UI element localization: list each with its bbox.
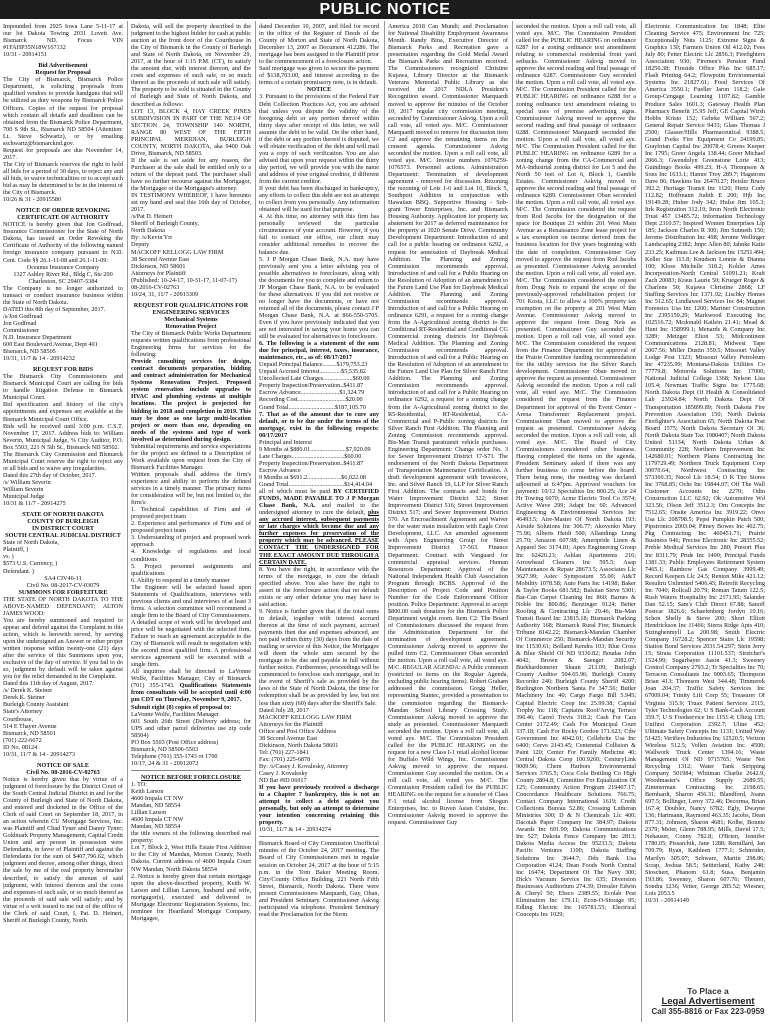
legal-ad-contact [648, 987, 768, 1016]
notice-column-2: Dakota, will sell the property described in the judgment to the highest bidder for cash at public auction at the front door of the Courthouse in the City of Bismarck in the County of Burleigh and State of North Dakota, on November 29, 2017, at the hour of 1:15 P.M. (CT), to satisfy the amount due, with interest thereon, and the costs and expenses of such sale, or so much thereof as the proceeds of such sale will satisfy. The property to be sold is situated in the County of Burleigh and State of North Dakota, and described as follows: LOT 13, BLOCK 4, HAY CREEK PINES SUBDIVISION IN PART OF THE NE1/4 OF SECTION 24, TOWNSHIP 140 NORTH, RANGE 80 WEST OF THE FIFTH PRINCIPAL MERIDIAN, BURLEIGH COUNTY, NORTH DAKOTA, aka 9400 Oak Drive, Bismarck, ND 58503. If the sale is set aside for any reason, the Purchaser at the sale shall be entitled only to a return of the deposit paid. The purchaser shall have no further recourse against the Mortgagor, the Mortgagee or the Mortgagee's attorney. IN TESTIMONY WHEREOF, I have hereunto set my hand and seal this 16th day of October, 2017. /s/Pat D. Heinert Sheriff of Burleigh County, North Dakota By: /s/Kevin Yrr Deputy MACKOFF KELLOGG LAW FIRM 38 Second Avenue East Dickinson, ND 58601 Attorneys for Plaintiff (Published: 10-24-17, 10-31-17, 11-07-17) 08-2016-CV-02763 10/24, 31, 11/7 - 20913309 REQUEST FOR QUALIFICATIONS FOR ENGINEERING SERVICES Mechanical Systems Renovation Project The City of Bismarck Public Works Department requests written qualifications from professional Engineering firms for services for the following: Provide consulting services for design, contract documents preparation, bidding and contract administration for Mechanical Systems Renovation Project. Proposed system renovation include upgrades to HVAC and plumbing systems at multiple locations. The project is projected for bidding in 2018 and completion in 2019. This may be done as one large multi-location project or more than one, depending on needs of the systems and type of work involved as determined during design. Submittal requirements and service expectations for the project are defined in a Description of Work available upon request from the City of Bismarck Facilities Manager. Written proposals shall address the firm's experience and ability to perform the defined services in a timely manner. The primary items for consideration will be, but not limited to, the firm's: 1. Technical capabilities of Firm and of proposed project team 2. Experience and performance of Firm and of proposed project team 3. Understanding of project and proposed work approach 4. Knowledge of regulations and local conditions 5. Project personnel assignments and qualifications 6. Ability to respond in a timely manner The Engineer will be selected based upon Statements of Qualifications, interviews with previous clients and oral interviews of at least 3 firms. A selection committee will recommend a single firm to the Board of City Commissioners. A detailed scope of work will be developed and price will be negotiated with the selected firm. Failure to reach an agreement acceptable to the City of Bismarck will result in negotiation with the second most qualified firm. A professional services agreement will be executed with a single firm. All inquiries shall be directed to LaVonne Wolfe, Facilities Manager, City of Bismarck (701) 355-1743. Qualifications Statements from consultants will be accepted until 4:00 pm CDT on Thursday, November 9, 2017. Submit eight (8) copies of proposal to: LaVonne Wolfe, Facilities Manager 601 South 26th Street (Delivery address; for UPS and other parcel deliveries use zip code 58504) PO Box 5503 (Post Office address) Bismarck, ND 58506-5503 Telephone (701) 355-1743 or 1700 10/17, 24 & 31 - 20912072 NOTICE BEFORE FORECLOSURE 1. TO: Keith Larson 4600 Impala CT NW Mandan, ND 58554 Lillian Larson 4600 Impala CT NW Mandan, ND 58554 the title owners of the following described real property: Lot 7, Block 2, West Hills Estate First Addition to the City of Mandan, Morton County, North Dakota. Current address of 4600 Impala Court NW Mandan, North Dakota 58554 2. Notice is hereby given that certain mortgage upon the above-described property, Keith W. Larson and Lillian Larson, husband and wife, mortgagor(s), executed and delivered to Mortgage Electronic Registration Systems, Inc. nominee for Heartland Mortgage Company, Mortgagee, [131, 23, 251, 922]
notices-page [0, 19, 770, 1024]
page-header [0, 0, 770, 19]
cta-line-2: Legal Advertisement [661, 996, 755, 1007]
notice-column-5: seconded the motion. Upon a roll call vote, all voted aye. M/C. The Commission President called for the PUBLIC HEARING on ordinance 6287 for a zoning ordinance text amendment relating to commercial residential front yard setbacks. Commissioner Askvig moved to approve the second reading and final passage of ordinance 6287. Commissioner Guy seconded the motion. Upon a roll call vote, all voted aye. M/C. The Commission President called for the PUBLIC HEARING on ordinance 6288 for a zoning ordinance text amendment relating to special uses of premise advertising signs. Commissioner Askvig moved to approve the second reading and final passage of ordinance 6288. Commissioner Marquardt seconded the motion. Upon a roll call vote, all voted aye. M/C. The Commission President called for the PUBLIC HEARING on ordinance 6289 for a zoning change from the CA-Commercial and MA-Industrial zoning district for Lot 5 and the North 50 feet of Lot 6, Block 1, Gamble Estates. Commissioner Askvig moved to approve the second reading and final passage of ordinance 6289. Commissioner Oban seconded the motion. Upon a roll call vote, all voted aye. M/C. The Commission considered the request from Rod Jacobs for the designation of the space for Boutique 23 within 201 West Main Avenue as a Renaissance Zone lease project for a tax exemption on income derived from the business location for five years beginning with the date of completion. Commissioner Guy moved to approve the request from Rod Jacobs as presented. Commissioner Askvig seconded the motion. Upon a roll call vote, all voted aye. M/C. The Commission considered the request from Doug Neis to expand the scope of the previously-approved rehabilitation project for 701 Kosta, LLC to allow a 100% property tax exemption on the property at 201 West Main Avenue. Commissioner Askvig moved to approve the request from Doug Neis as presented. Commissioner Guy seconded the motion. Upon a roll call vote, all voted aye. M/C. The Commission considered the request from the Finance Department for approval of the Prairie Committee funding recommendation for the utility services for the Silver Ranch development. Commissioner Oban moved to approve the request as presented. Commissioner Askvig seconded the motion. Upon a roll call vote, all voted aye. M/C. The Commission considered the request from the Finance Department for approval of the Event Center - Arena Transformer Replacement project. Commissioner Oban moved to approve the request as presented. Commissioner Askvig seconded the motion. Upon a roll call vote, all voted aye. M/C. The Board of City Commissioners considered other business. Having completed the items on the agenda, President Seminary asked if there was any further business to come before the board. There being none, the meeting was declared adjourned at 6:47pm. Approved vouchers for payment: 10/12 Specialties Inc 800.25; Ace 24 Hr Towing 6070; Acme Electric Tool Co 3574; Active Wave 299; Adapt Inc 60; Advanced Engineering & Environmental Services Inc 46493.5; Aire-Master Of North Dakota 193; Airside Solutions Inc 306.77; Akovenko Mary 75.96; Alberts Heidi 500; Allandings Lmng 25.70; Amazon 607.98; Ameripride Linen & Apparel Sec 3174.81; Apex Engineering Group Inc 62420.23; Ashlan Apartments 216; Arrowhead Cleaners Inc 595.5; Asap Maintenance & Repair 28673.5; Associates Llc 3627.99; Astec Symposium 55.00; At&T Mobility 1078.58; Auto Parts Inc 14198; Baker & Taylor Books 681.582; Balsitan Steve 5301; Bar-Can Carpet Cleaning Inc 860; Barnes & Noble Inc 800.86; Benzinger 9124; Better Roofing & Contracting Llc 29.46; Bis-Man Transit Board Inc 23815.18; Bismarck Parking Authority 168; Bismarck Rural Fire; Bismarck Tribune 8142.22; Bismarck-Mandan Chamber Of Commerce 250; Bismarck-Mandan Security Inc 11530.61; Bolland Kendra 103; Blue Cross & Blue Shield Of ND 9330.82; Boudas John 4042; Brown & Saenger 2082.07; Burkhardtsmeier Shaun 213.09; Burleigh County Auditor 504.65.96; Burleigh County Recorder 240; Burleigh County Sheriff 4200; Burlington Northern Santa Fe 347.56; Butler Machinery Inc 40; Cargo Fargo Bill 5.945; Capital Electric Coop Inc 25.99.38; Capital Trophy Inc 118; Captains Roof/Arvig Terrace 396.46; Carrel Trevis 318.2; Cash For Cars Center 2172.49; Cash For Municipal Court 337.18; Cash For Rocky Gordon 171.623; Cdw Government Inc 4042.01; Cellebrite Usa Inc 6400; Cerve 2143.45; Centennial Collision & Paint 120; Center For Family Medicine 40; Central Dakota Coop 100.9260; CenturyLink 9009.96; Chem Harbors Environmental Services 3765.5; Coca Cola Bottling Co High County 2804.8; Committee For Equalization Of 125; Community Action Program 219407.17; Concordance Healthcare Solutions 766.75; Contact Company International 1619; Credit Collections Bureau 52.86; Crossing Lutheran Ministries 300; D & N Chemicals Llc 400; Dacotah Paper Company Inc 384.97; Dakota Awards Inc 691.99; Dakota Communications Inc 527; Dakota Fence Company Inc 2813; Dakota Media Access Inc 95233.5; Dakota Pacific Ventures 1100; Dakota Staffing Solutions Inc 3644.7; Ddx Bank Usa Corporation 4124; Dean Foods North Central Inc 16474; Department Of The Navy 300; Dick's Vacuum Service Inc 635; Diversion Businesses Auditorium 274.39; Dressler Edwin & Cheryl 50; Ebsco 2389.55; Ecolab Pest Elimination Inc 179.11; Econ-O-Storage 95; Edling Electric Inc 165781.55; Electrical Concepts Inc 1029; [516, 23, 636, 918]
column-divider [384, 21, 385, 1022]
cta-line-1: To Place a [687, 986, 729, 996]
column-divider [127, 21, 128, 1022]
column-divider [512, 21, 513, 1022]
notice-column-1: Impounded from 2925 Iowa Lane 5-11-17 at our lot Dakota Towing 2031 Lovett Ave. Bismarck ND. Focus VIN #1FAHP35N18W167132 10/31 - 20914151 Bid Advertisement Request for Proposal The City of Bismarck, Bismarck Police Department, is soliciting proposals from qualified vendors to provide handguns that will be utilized as duty weapons by Bismarck Police Officers. Copies of the request for proposal which contain all details and deadlines can be obtained from the Bismarck Police Department, 700 S 9th St., Bismarck ND 58504 (Attention: Lt. Steve Schwartz), or by emailing sschwartz@bismarcknd.gov. Request for proposals are due November 14, 2017. The City of Bismarck reserves the right to hold all bids for a period of 30 days, to reject any and all bids, to waive technicalities or to accept such bid as may be determined to be in the interest of the City of Bismarck. 10/26 & 31 - 20915580 NOTICE OF ORDER REVOKING CERTIFICATE OF AUTHORITY NOTICE is hereby given that Jon Godfread, Insurance Commissioner for the State of North Dakota, has issued an Order Revoking the Certificate of Authority of the following named foreign insurance company pursuant to N.D. Cent. Code §§ 26.1-11-08 and 26.1-11-09: Oceanus Insurance Company 1327 Ashley River Rd., Bldg C, Ste 200 Charleston, SC 29407-5384 The Company is no longer authorized to transact or conduct insurance business within the State of North Dakota. DATED this 8th day of September, 2017. /s/Jon Godfread Jon Godfread Commissioner N.D. Insurance Department 600 East Boulevard Avenue, Dept 401 Bismarck, ND 58505 10/31, 11/7 & 14 - 20914232 REQUEST FOR BIDS The Bismarck City Commissioners and Bismarck Municipal Court are calling for bids to handle litigation Defense in Bismarck Municipal Court. Bid specification and history of the city's appointments and expenses are available at the Bismarck Municipal Court Office. Bids will be received until 3:00 p.m. C.S.T. November 17, 2017. Address bids to: William Severin, Municipal Judge, % City Auditor, P.O. Box 5503, 221 N 5th St., Bismarck ND 58502. The Bismarck City Commission and Bismarck Municipal Court reserve the right to reject any or all bids and to waive any irregularities. Dated this 27th day of October, 2017. /s/ William Severin William Severin Municipal Judge 10/31 & 11/7 - 20914275 STATE OF NORTH DAKOTA COUNTY OF BURLEIGH IN DISTRICT COURT SOUTH CENTRAL JUDICIAL DISTRICT State of North Dakota, Plaintiff, ) vs. ) $573 U.S. Currency, ) Defendant. ) SA4 CIV46-11 Civil No. 08-2017-CV-03079 SUMMONS FOR FORFEITURE THE STATE OF NORTH DAKOTA TO THE ABOVE-NAMED DEFENDANT; ALTON JAMES WOOD: You are hereby summoned and required to appear and defend against the Complaint in this action, which is herewith served, by serving upon the undersigned an Answer or other proper written response within twenty-one (21) days after the service of this Summons upon you, exclusive of the day of service. If you fail to do so, judgment by default will be taken against you for the relief demanded in the Complaint. Dated this 11th day of August, 2017. /s/ Derek K. Steiner Derek K. Steiner Burleigh County Assistant State's Attorney Courthouse, 514 E Thayer Avenue Bismarck, ND 58501 (701) 222-6672 ID No. 08124 10/31, 11/7 & 14 - 20914273 NOTICE OF SALE Civil No. 08-2016-CV-02763 Notice is hereby given that by virtue of a judgment of foreclosure by the District Court of the South Central Judicial District in and for the County of Burleigh and State of North Dakota, and entered and docketed in the Office of the Clerk of said Court on September 18, 2017, in an action wherein CU Mortgage Services, Inc. was Plaintiff and Chad Tyner and Danny Tyner; Goldmark Property Management; Capital Credit Union and any person in possession were Defendants, in favor of Plaintiff and against the Defendants for the sum of $407,796.62, which judgment and decree, among other things, direct the sale by me of the real property hereinafter described, to satisfy the amount of said judgment, with interest thereon and the costs and expenses of such sale, or so much thereof as the proceeds of said sale will satisfy; and by virtue of a writ issued to me out of the office of the Clerk of said Court, I, Pat. D. Heinert, Sheriff of Burleigh County, North [3, 23, 123, 924]
column-divider [255, 21, 256, 1022]
column-divider [641, 21, 642, 1022]
notice-column-3: dated December 10, 2007, and filed for record in the office of the Register of Deeds of the County of Morton and State of North Dakota, December 13, 2007 as Document 412286. The mortgage has been assigned to the Plaintiff prior to the commencement of a foreclosure action. Said mortgage was given to secure the payment of $138,703.00, and interest according to the terms of a certain promissory note, is in default. NOTICE 3. Pursuant to the provisions of the Federal Fair Debt Collection Practices Act, you are advised that unless you dispute the validity of the foregoing debt or any portion thereof within thirty days after receipt of this letter, we will assume the debt to be valid. On the other hand, if the debt or any portion thereof is disputed, we will obtain verification of the debt and will mail you a copy of such verification. You are also advised that upon your request within the thirty day period, we will provide you with the name and address of your original creditor, if different from the current creditor. If your debt has been discharged in bankruptcy, any efforts to collect this debt are not an attempt to collect from you personally. Any information obtained will be used for that purpose. 4. At this time, no attorney with this firm has personally reviewed the particular circumstances of your account. However, if you fail to contact our office, our client may consider additional remedies to recover the balance due. 5. J P Morgan Chase Bank, N.A. may have previously sent you a letter advising you of possible alternatives to foreclosure, along with the documents for you to complete and return to JP Morgan Chase Bank, N.A. to be evaluated for these alternatives. If you did not receive or no longer have the documents, or have not returned all of the documents, please contact J P Morgan Chase Bank, N.A. at 866-550-5705. Even if you have previously indicated that you are not interested in saving your home you can still be evaluated for alternatives to foreclosure. 6. The following is a statement of the sum due for principal, interest, taxes, insurance, maintenance, etc., as of: 08/17/2017 Unpaid Principal Balance.........$179,753.23 Unpaid Accrued Interest..............$5,535.82 Uncollected Late Charges...................$60.00 Property Inspection/Preservation..$411.87 Escrow Advance.........................$1,324.79 Recording Cost...............................$20.00 Grand Total..............................$187,105.70 7. That as of the amount due to cure any default, or to be due under the terms of the mortgage, exist in the following respects: 08/17/2017 Principal and Interest 9 Months at $880.01.......................$7,920.09 Late Charges..................................$60.00 Property Inspection/Preservation..$411.87 Escrow Advance 9 Months at $691.2......................$6,022.08 Grand Total....................................$14,414.04 all of which must be paid BY CERTIFIED FUNDS, MADE PAYABLE TO J P Morgan Chase Bank, N.A. and mailed to the undersigned attorney to cure the default, plus any accrued interest, subsequent payments or late charges which become due and any further expenses for preservation of the property which may be advanced. PLEASE CONTACT THE UNDERSIGNED FOR THE EXACT AMOUNT DUE THROUGH A CERTAIN DATE. 8. You have the right, in accordance with the terms of the mortgage, to cure the default specified above. You also have the right to assert in the foreclosure action that no default exists or any other defense you may have to said action. 9. Notice is further given that if the total sums in default, together with interest accrued thereon at the time of such payment, accrued payments then due and expenses advanced, are not paid within thirty (30) days from the date of mailing or service of this Notice, the Mortgagee will deem the whole sum secured by the mortgage to be due and payable in full without further notice. Furthermore, proceedings will be commenced to foreclose such mortgage, and in the event of Sheriff's sale as provided by the laws of the State of North Dakota, the time for redemption shall be as provided by law, but not less than sixty (60) days after the Sheriff's Sale. Dated July 28, 2017 MACKOFF KELLOGG LAW FIRM Attorneys for the Plaintiff Office and Post Office Address 38 Second Avenue East Dickinson, North Dakota 58601 Tel: (701) 227-1841 Fax: (701) 225-6878 By: /s/Casey J. Kovalesky, Attorney Casey J. Kovalesky ND Bar #ID 06917 If you have previously received a discharge in a Chapter 7 bankruptcy, this is not an attempt to collect a debt against you personally, but only an attempt to determine your intention concerning retaining this property. 10/31, 11/7 & 14 - 20914274 Bismarck Board of City Commission Unofficial minutes of the October 24, 2017 meeting. The Board of City Commissioners met in regular session on October 24, 2017 at the hour of 5:15 p.m. in the Tom Baker Meeting Room, City/County Office Building, 221 North Fifth Street, Bismarck, North Dakota. There were present Commissioners Marquardt, Guy, Oban, and President Seminary. Commissioner Askvig participated via telephone. President Seminary read the Proclamation for the Norm [259, 23, 379, 918]
notice-column-6: Electronic Communication Inc 1848; Elite Cleaning Service 475; Environment Inc 725; Exceptionally Nuts 1125; Extreme Signs & Graphics 130; Farmers Union Oil 412.02; Fees July 80; Fetter Electric Llc 2856.3; Firefighters Association 930; Firemen's Pension Fund 18256.38; Fireside Office Plus Inc 685.17; Flash Printing 64.2; Flowpoint Environmental Systems Inc 21827.61; Food Services Of America 3550.1; Fueller Jaron 118.2; Gale Group-Cengage Learning 1107.82; Gamble Produce Sales 1601.3; Gateway Health Plan Pharmacy Benefit 15.95 Jeff; GE Capital Wtrsh Hobbs Kristo 152; Gehrke William 567.2; General Repair Service 9433; Glass Thomas J 2500; Glasser/Hills Pharmaceutical 9388.5; Grand Forks Fire Equipment Co 24199.85; Graybrian Capital Inc 20078.4; Greens Keeper Inc 1795; Greer Angela 138.44; Greer Michael 2066.3; Gwendolyn Greenstone Lorie 413; Guindingo Books 499.23; H-A Thompson & Sons Inc 1633.1; Hamre Troy 289.7; Hagstrom Dave 86; Hawkins Inc 26470.27; Heisler Bruce 392.2; Heritage Transit Inc 1120; Hertz Cody 112.82; Hoffmann Judith E 200; Hjb Inc 19149.28; Huber Jody 342; Hulse Jim 105.3; Itrk Registration 312.19; Itron North Electronic Trust 457 13485.72; Information Technology Dept 2310.57; Inspired Women Enterprises Llp 185; Jackson Charles R 300; Jim Sutmeth 150; Jerome Distribution Inc 498; Jerome Wellinger Landscaping 2382; Jmpc Allen 80; Jahnke Katie 233.25; Kadrmas Lee & Jackson Inc 15251.494; Keller Sue 113.8; Knudson Lonnie & Dianna 100; Klose Michelle 318.2; Kohler Ames Incorporation-North Central 51091.21; Kraft Zach 20083; Kraus Laurie 50; Krueger Roger & Charlene 50; Kujawa Christine 2868; LF Staffing Services Inc 1371.92; Lischky Homes Inc 512.65; Lindlawed Services Inc 84; Magnet Forensics Usa Inc 1200; Mariner Construction Inc 2395159.29; Markwood Executing Inc 102516.72; Mcdonald Katlein 21.41; Mead & Hunt Inc 158999.1; Menards & Company Inc 3289; Metzger Elton 53; Midcontinent Communications 2128.81; Midwest Tape 2067.56; Miller Dustin 359.5; Missouri Valley Lodge Post 1323; Missouri Valley Petroleum Inc 47235.99; Montana-Dakota Utilities Co 77779.8; Motorola Solutions Inc 17000; National Judicial College 1368; Nelson Lisa 105.4; Newman Traffic Signs Inc 1775.68; North Dakota Dept Of Health & Consolidated Lab 23924.84; North Dakota Dept Of Transportation 185899.89; North Dakota Fire Prevention Association 150; North Dakota Firefighter's Association 65; North Dakota Post Board 1575; North Dakota Secretary Of 36; North Dakota State Tax 1980407; North Dakota United 51134; North Dakota Urban & Community 228; Northern Improvement Inc 142680.01; Northern Plains Contracting Inc 1179729.49; Northern Truck Equipment Corp 30070.64; Northwest Contracting Inc 573360.35; Nucol Llc 18.54; O K Tire Stores Inc 3768.85; Ochs Inc 19844.07; Off The Wall Customer Accounts Inc 2270; Odin Construction LLC 62.92; Ok Automotive Wd 323.56; Olson Jeff 3512.3; Om Concepts Inc 7512.65; Onsite America Inc 3919.22; Onvo Usa Llc 208798.5; Pepsi Pumpkin Patch 500; Pipstronics 2003.04; Pitney Bowes Inc 402.75; Pkg Contracting Inc 460451.71; Prairie Business 946; Precise Electronic Inc 28355.52; Preble Medical Services Inc 280; Presort Plus Inc 8311.79; Pride Inc 1400; Principal Funds 1381.33; Public Employees Retirement System 7465.1; Rainbow Gas Company 3999.49; Record Keepers Llc 24.5; Renton Mike 421.12; Resultru Unlimited 5406.45; Retrofit Recycling Inc 7040; Rollcall 20.79; Roman Tatum 122.5; Rush Waters Hospitality Inc 2171.95; Salander Dan 52.15; Sam's Club Direct 67.88; Sanoff Postcar 1826.6; Schaefenberg Jordyn 10.16; Schon Shelly & Steve 200; Short Elliott Hendrickson Inc 11466; Sierra Ridge Apts 410; Sizinghenmyll La 200.98; Smith Electric Company 16728.2; Spencer Stairs Llc 19598; Station Bond Services 2031.54.297; Stein Jerry 15; Strata Corporation 11101.537; Stretcher's 1524.99; Sugarbayer Jason 41.3; Sweeney Control Company 2793.2; Tr Specialties Inc 70; Terracon Consultants Inc 9003.65; Thompson Brian 413; Thomson West 344.48; Timmerek Joan 204.37; Traffic Safety Services Inc 67009.04; Trinity Lift Corp 55; Treasurer Of Virginia 315.9; Truax Patient Services 2115; Tyler Technologies 62; U S Bank-Cash Account 359.7; U S Foodservice Inc 1151.4; Ulteig 135; Unifirst Corporation 2392.7; Uline 452; Ultimate Safety Concepts Inc 1131; United Way 51425; Verifiers Industries Inc 12520.5; Verizon Wireless 512.5; Vollen Aviation Inc. 4500; Wallwork Truck Center 1394.16; Waste Management Of ND 9715765; Waste Not Recycling 1312; Water Tank Stripping Company 501984; Whitman Charlie 2642.9; Woodmaster's Office Supply 2689.55; Zimmerman Contracting Inc 2198.65; Bernhardt, Sharon 456.31; Blandford, Joann 697.5; Bollinger, Leroy 372.46; Decorma, Brian 167.4; Doubler, Nancy 6782; Egly, Dwayne 136; Hartmann, Raymond 463.35; Jacobs, Dean 877.31; Johnson, Sharon 4681; Kolbe, Bonnie 2379; Meier, Glenn 788.95; Mills, David 17.5; Nehauser, Conny 782.8; O'Brien, Jennifer 1780.05; Pissarchik, Jane 1288; Remillard, Jan 709.79; Ryan, Kathleen 1777.1; Schneider, Marilyn 305.07; Schwarz, Martin 298.86; Scrap, Joshua 58.5; Seitterland, Kathy 248; Stoschert, Phanom 61.8; Susa, Benjamin 193.86; Sweeney, Sharon 607.76; Theurer, Sondra 1236; Vetter, George 285.52; Wiesner, Lois 2053.5 10/31 - 20914149 [645, 23, 765, 904]
cta-phone-fax: Call 355-8816 or Fax 223-0959 [651, 1007, 765, 1016]
notice-column-4: America 2018 Can Mundi; and Proclamation for National Disability Employment Awareness Month. Randy Bina, Executive Director of Bismarck Parks and Recreation gave a presentation regarding the Gold Medal Award the Bismarck Parks and Recreation received. The Commissioners recognized Christine Kujawa, Library Director at the Bismarck Veterans Memorial Public Library as she received the 2017 NDLA President's Recognition award. Commissioner Marquardt moved to approve the minutes of the October 10, 2017 regular city commission meeting, seconded by Commissioner Askvig. Upon a roll call vote, all voted aye. M/C. Commissioner Marquardt moved to remove for discussion item C2 and approve the remaining items on the consent agenda. Commissioner Askvig seconded the motion. Upon a roll call vote, all voted aye. M/C. Invoice numbers 1076259-1076573. Personnel actions. Administration Department: Termination of development agreement - removed for discussion. Rezoning the rezoning of Lots 1-6 and Lot 10, Block 5, Southport Addition in conjunction with Hawaiian BBQ. Supportive Housing - Sub-grant Tower Enterprises, Inc. and Bismarck Housing Authority. Application for property tax abatement for 2017 as deferred maintenance for the property at 1020 Senate Drive. Community Development Department: Introduction of and call for a public hearing on ordinance 6292, a request for annexation of Daybreak Medical Addition. The Planning and Zoning Commission recommends approval. Introduction of and call for a Public Hearing on the Resolution of Adoption of an amendment to the Future Land Use Plan for Daybreak Medical Addition. The Planning and Zoning Commission recommends approval. Introduction of and call for a Public Hearing on ordinance 6291, a request for a zoning change from the A-Agricultural zoning district to the Conditional RT-Residential and Conditional CG Commercial zoning districts for Daybreak Medical Addition. The Planning and Zoning Commission recommends approval. Introduction of and call for a Public Hearing on the Resolution of Adoption of an amendment to the Future Land Use Plan for Silver Ranch First Addition. The Planning and Zoning Commission recommends approval. Introduction of and call for a Public Hearing on ordinance 6292, a request for a zoning change from the A-Agricultural zoning district to the R5-Residential, RT-Residential, CA-Commercial and P-Public zoning districts for Silver Ranch First Addition. The Planning and Zoning Commission recommends approval. Bis-Man Transit paratransit vehicle purchases. Engineering Department: Change order No. 3 for Sewer Improvement District 17-S71. The endorsement of the North Dakota Department of Transportation Maintenance Certification. A draft development agreement with Investcore, Inc. and Silver Ranch 19, LLP for Silver Ranch First Addition. The contracts and bonds for Water Improvement District 322; Street Improvement District 516; Street Improvement District 517; and Sewer Improvement District 570. An Encroachment Agreement and Waiver for the water main installation with Eagle Crest Development, LLC. An amended agreement with Apex Engineering Group for Street Improvement District 17-563. Finance Department: Contract with Vanguard for commercial appraisal services. Human Resources Department: Approval of the National Independent Health Club Association Program through BCBS. Approval of the Description of Project Code and Position Number for the Code Enforcement Officer position. Police Department: Approval to accept $800.00 cash donation for the Bismarck Police Department weight room. Item C2: The Board of Commissioners discussed the request from the Administration Department for the termination of development agreement. Commissioner Askvig moved to approve the pulled item C2. Commissioner Oban seconded the motion. Upon a roll call vote, all voted aye. M/C. REGULAR AGENDA: A Public comment (restricted to items on the Regular Agenda, excluding public hearing items). Robert Graham addressed the commission. Gregg Heller, representing Stantec, provided a presentation to the commission regarding the Bismarck-Mandan School Library Crossing Study. Commissioner Askvig moved to approve the study as presented. Commissioner Marquardt seconded the motion. Upon a roll call vote, all voted aye. M/C. The Commission President called for the PUBLIC HEARING on the request for a new Class I-1 retail alcohol license for Buffalo Wild Wings, Inc. Commissioner Askvig moved to approve the request. Commissioner Guy seconded the motion. On a roll call vote, all voted yes. M/C. The Commission President called for the PUBLIC HEARING on the request for a transfer of Class F-1 retail alcohol license from Shogun Enterprises, Inc. to Ruven Asian Cuisine, Inc. Commissioner Askvig moved to approve the request. Commissioner Guy [388, 23, 508, 827]
page-title: PUBLIC NOTICE [319, 1, 451, 18]
